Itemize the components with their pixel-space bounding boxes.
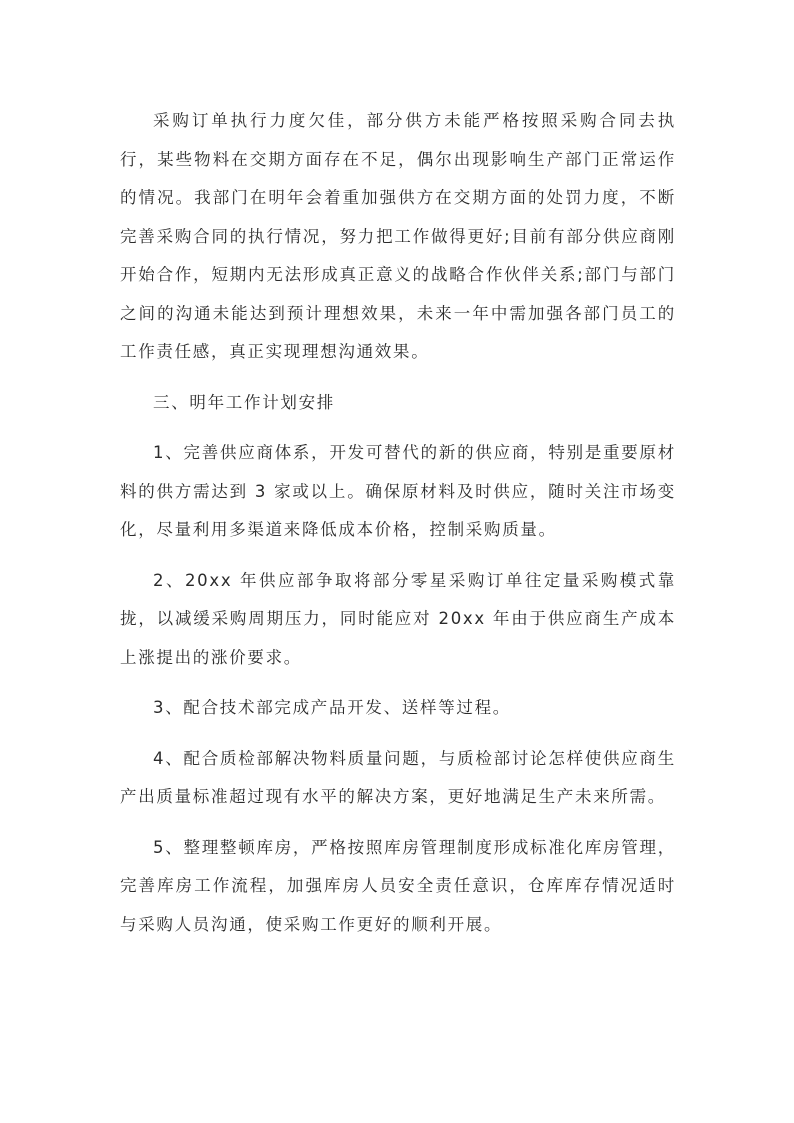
plan-item-3: 3、配合技术部完成产品开发、送样等过程。 [153,698,511,717]
plan-item-5: 5、整理整顿库房，严格按照库房管理制度形成标准化库房管理，完善库房工作流程，加强库房人员安全责任意识，仓库库存情况适时与采购人员沟通，使采购工作更好的顺利开展。 [120,837,676,934]
paragraph-procurement-issues: 采购订单执行力度欠佳，部分供方未能严格按照采购合同去执行，某些物料在交期方面存在不足，偶尔出现影响生产部门正常运作的情况。我部门在明年会着重加强供方在交期方面的处罚力度，不断完善采购合同的执行情况，努力把工作做得更好;目前有部分供应商刚开始合作，短期内无法形成真正意义的战略合作伙伴关系;部门与部门之间的沟通未能达到预计理想效果，未来一年中需加强各部门员工的工作责任感，真正实现理想沟通效果。 [120,111,676,361]
plan-item-4: 4、配合质检部解决物料质量问题，与质检部讨论怎样使供应商生产出质量标准超过现有水平的解决方案，更好地满足生产未来所需。 [120,748,676,806]
plan-item-1: 1、完善供应商体系，开发可替代的新的供应商，特别是重要原材料的供方需达到 3 家或以上。确保原材料及时供应，随时关注市场变化，尽量利用多渠道来降低成本价格，控制采购质量。 [120,443,676,539]
document-body [120,102,676,956]
plan-item-2: 2、20xx 年供应部争取将部分零星采购订单往定量采购模式靠拢，以减缓采购周期压力，同时能应对 20xx 年由于供应商生产成本上涨提出的涨价要求。 [120,570,676,667]
section-heading-next-year-plan: 三、明年工作计划安排 [153,392,335,412]
